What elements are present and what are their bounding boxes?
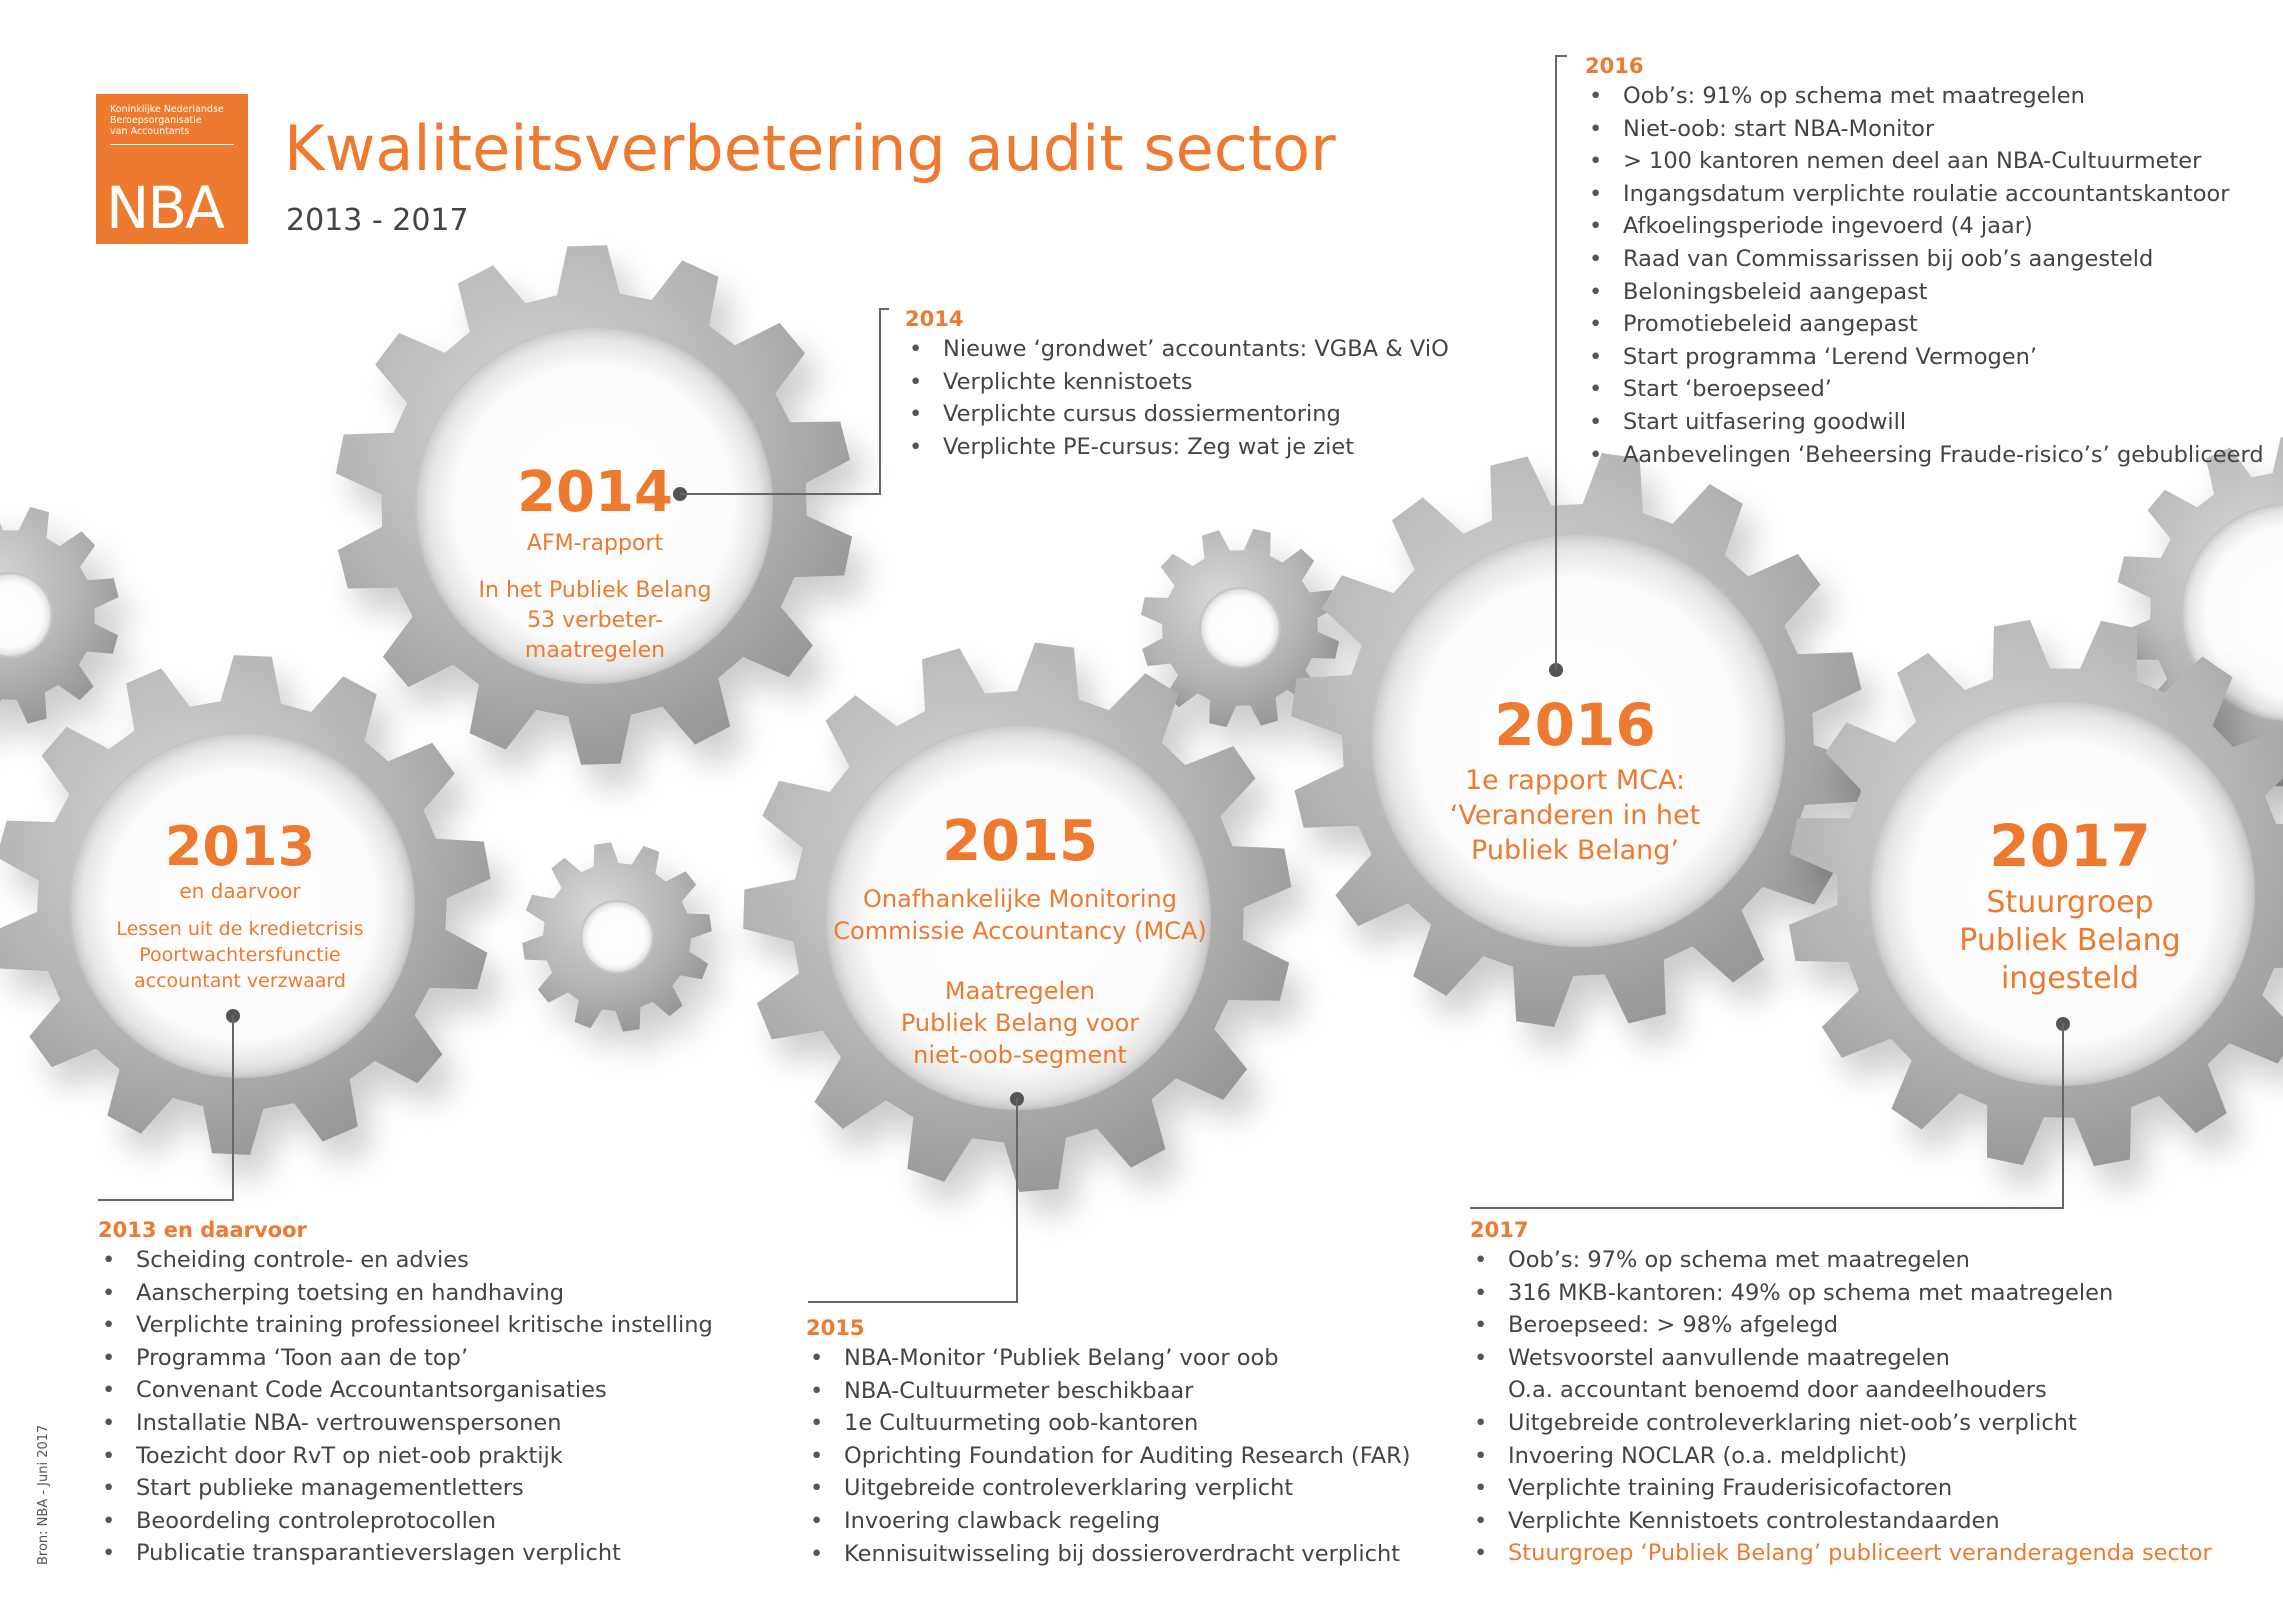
gear-2014-line: In het Publiek Belang [478, 577, 712, 603]
gear-2016-line: ‘Veranderen in het [1449, 800, 1701, 831]
list-item-highlight: • Stuurgroep ‘Publiek Belang’ publiceert veranderagenda sector [1470, 1537, 2212, 1570]
list-item: • Beoordeling controleprotocollen [98, 1505, 713, 1538]
list-item: • Uitgebreide controleverklaring niet-oob’s verplicht [1470, 1407, 2212, 1440]
nba-logo [96, 94, 248, 244]
list-item-continuation: O.a. accountant benoemd door aandeelhouders [1508, 1377, 2047, 1404]
list-item: • Verplichte training Frauderisicofactoren [1470, 1472, 2212, 1505]
list-item: • Start publieke managementletters [98, 1472, 713, 1505]
list-item: • Scheiding controle- en advies [98, 1244, 713, 1277]
list-2014 [905, 307, 1449, 463]
connector-2017-h [1470, 1207, 2064, 1209]
list-2017 [1470, 1218, 2212, 1570]
connector-2013-v [232, 1015, 234, 1200]
connector-2017-v [2062, 1023, 2064, 1208]
list-2017-heading: 2017 [1470, 1218, 1529, 1242]
list-item: • Promotiebeleid aangepast [1585, 308, 2264, 341]
gear-2016-line: Publiek Belang’ [1471, 835, 1679, 866]
gear-2017-line: Stuurgroep [1986, 885, 2154, 920]
connector-2014-h [680, 493, 880, 495]
list-item: • NBA-Cultuurmeter beschikbaar [806, 1375, 1411, 1408]
list-item: • Start uitfasering goodwill [1585, 406, 2264, 439]
gear-2014-year: 2014 [517, 460, 673, 525]
list-item: • Publicatie transparantieverslagen verplicht [98, 1537, 713, 1570]
connector-2016-v [1555, 55, 1557, 670]
connector-2014-v [879, 308, 881, 495]
gear-2014-text [435, 458, 755, 666]
gear-2016-line: 1e rapport MCA: [1464, 765, 1686, 796]
logo-divider [110, 144, 234, 145]
gear-2015-line: Commissie Accountancy (MCA) [833, 917, 1207, 945]
list-item: • Beroepseed: > 98% afgelegd [1470, 1309, 2212, 1342]
list-item: • Aanscherping toetsing en handhaving [98, 1277, 713, 1310]
list-2016-heading: 2016 [1585, 54, 1644, 78]
gear-2015-line: niet-oob-segment [913, 1041, 1127, 1069]
connector-2015-h [808, 1301, 1018, 1303]
gear-small-left [0, 506, 119, 723]
list-2015-heading: 2015 [806, 1316, 865, 1340]
gear-2015-line: Publiek Belang voor [900, 1009, 1140, 1037]
list-item: • Oprichting Foundation for Auditing Research (FAR) [806, 1440, 1411, 1473]
gear-2015-line: Onafhankelijke Monitoring [863, 885, 1177, 913]
logo-org-name: Koninklijke Nederlandse Beroepsorganisatie van Accountants [110, 104, 224, 137]
list-item: • Verplichte Kennistoets controlestandaarden [1470, 1505, 2212, 1538]
gear-2015-text [800, 807, 1240, 1071]
list-item: • Installatie NBA- vertrouwenspersonen [98, 1407, 713, 1440]
list-item: • Convenant Code Accountantsorganisaties [98, 1374, 713, 1407]
list-item: • Toezicht door RvT op niet-oob praktijk [98, 1440, 713, 1473]
list-item: • Verplichte kennistoets [905, 366, 1449, 399]
list-item: • Ingangsdatum verplichte roulatie accountantskantoor [1585, 178, 2264, 211]
connector-2015-v [1016, 1098, 1018, 1302]
list-item: • Start programma ‘Lerend Vermogen’ [1585, 341, 2264, 374]
list-item: • Afkoelingsperiode ingevoerd (4 jaar) [1585, 210, 2264, 243]
list-item: • NBA-Monitor ‘Publiek Belang’ voor oob [806, 1342, 1411, 1375]
list-item: • Uitgebreide controleverklaring verplicht [806, 1472, 1411, 1505]
list-item: • Beloningsbeleid aangepast [1585, 276, 2264, 309]
gear-2013-line: Lessen uit de kredietcrisis [116, 918, 364, 940]
list-2014-heading: 2014 [905, 307, 964, 331]
list-item: • Aanbevelingen ‘Beheersing Fraude-risico’s’ gebubliceerd [1585, 439, 2264, 472]
gear-2014-line: maatregelen [524, 637, 666, 663]
page-title: Kwaliteitsverbetering audit sector [284, 112, 1336, 185]
gear-2017-line: Publiek Belang [1959, 923, 2181, 958]
list-item: • Start ‘beroepseed’ [1585, 373, 2264, 406]
list-2013 [98, 1218, 713, 1570]
list-item: • Oob’s: 97% op schema met maatregelen [1470, 1244, 2212, 1277]
gear-small-mid-hub [581, 901, 653, 973]
list-2015 [806, 1316, 1411, 1570]
gear-2016-year: 2016 [1494, 691, 1656, 759]
list-item: • Nieuwe ‘grondwet’ accountants: VGBA & ViO [905, 333, 1449, 366]
page-subtitle: 2013 - 2017 [286, 203, 469, 238]
list-2016 [1585, 54, 2264, 471]
list-item: • Programma ‘Toon aan de top’ [98, 1342, 713, 1375]
list-item: • Verplichte cursus dossiermentoring [905, 398, 1449, 431]
gear-small-mid [522, 842, 712, 1032]
gear-2016-text [1390, 689, 1760, 868]
list-item: • Niet-oob: start NBA-Monitor [1585, 113, 2264, 146]
gear-2017-year: 2017 [1989, 812, 2151, 880]
list-item: • Raad van Commissarissen bij oob’s aangesteld [1585, 243, 2264, 276]
list-item: • Invoering clawback regeling [806, 1505, 1411, 1538]
gear-2013-line: accountant verzwaard [134, 970, 346, 992]
list-item: • Invoering NOCLAR (o.a. meldplicht) [1470, 1440, 2212, 1473]
list-item: • > 100 kantoren nemen deel aan NBA-Cultuurmeter [1585, 145, 2264, 178]
list-item: • Oob’s: 91% op schema met maatregelen [1585, 80, 2264, 113]
connector-2014-tick [879, 308, 889, 310]
gear-2014-line: 53 verbeter- [527, 607, 663, 633]
gear-2015-year: 2015 [942, 809, 1098, 874]
gear-2013-line: Poortwachtersfunctie [139, 944, 341, 966]
list-item: • Wetsvoorstel aanvullende maatregelen [1470, 1342, 2212, 1375]
list-item: • Verplichte PE-cursus: Zeg wat je ziet [905, 431, 1449, 464]
gear-2017-text [1900, 810, 2240, 998]
gear-2013-text [80, 815, 400, 994]
connector-2016-tick [1555, 55, 1567, 57]
gear-2017-line: ingesteld [2000, 961, 2140, 996]
list-item: • 1e Cultuurmeting oob-kantoren [806, 1407, 1411, 1440]
gear-2013-sub: en daarvoor [179, 879, 301, 903]
gear-2015-line: Maatregelen [944, 977, 1096, 1005]
gear-2013-year: 2013 [164, 815, 316, 878]
connector-2013-h [98, 1199, 234, 1201]
gear-small-top-hub [1200, 588, 1280, 668]
list-2013-heading: 2013 en daarvoor [98, 1218, 307, 1242]
list-item: • Verplichte training professioneel kritische instelling [98, 1309, 713, 1342]
list-item: • 316 MKB-kantoren: 49% op schema met maatregelen [1470, 1277, 2212, 1310]
logo-abbr: NBA [106, 174, 223, 242]
list-item: • Kennisuitwisseling bij dossieroverdracht verplicht [806, 1538, 1411, 1571]
gear-2014-line1: AFM-rapport [526, 531, 664, 556]
source-note: Bron: NBA - Juni 2017 [36, 1424, 51, 1565]
